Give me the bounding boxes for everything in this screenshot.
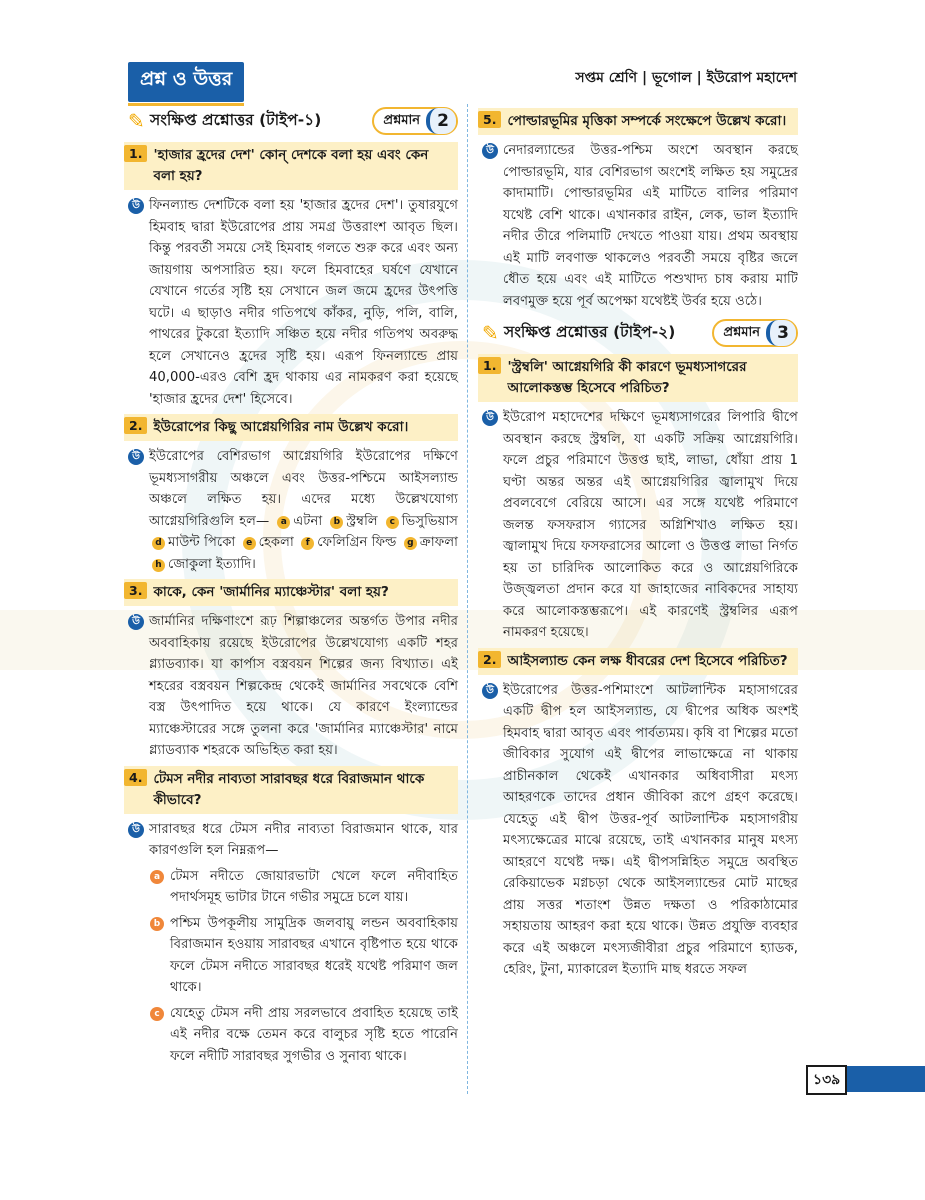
question-text: টেমস নদীর নাব্যতা সারাবছর ধরে বিরাজমান থাকে কীভাবে? (153, 770, 425, 808)
question (124, 142, 458, 190)
answer (128, 195, 458, 410)
question-number: 2. (124, 417, 147, 434)
volcano-name: জোকুলা ইত্যাদি। (168, 556, 256, 572)
volcano-name: এটনা (293, 513, 323, 529)
volcano-letter: c (386, 516, 399, 529)
question-text: পোল্ডারভূমির মৃত্তিকা সম্পর্কে সংক্ষেপে উল্লেখ করো। (507, 113, 787, 129)
answer-icon: উ (128, 198, 144, 214)
volcano-item (149, 535, 235, 550)
volcano-name: মাউন্ট পিকো (168, 535, 236, 550)
volcano-letter: h (152, 559, 165, 572)
volcano-letter: d (152, 537, 165, 550)
answer-intro: ইউরোপের বেশিরভাগ আগ্নেয়গিরি ইউরোপের দক্ষিণে ভূমধ্যসাগরীয় অঞ্চলে এবং উত্তর-পশ্চিমে আইসল্যান্ড অঞ্চলে লক্ষিত হয়। এদের মধ্যে উল্লেখযোগ্য আগ্নেয়গিরিগুলি হল— (149, 449, 458, 529)
volcano-letter: g (404, 537, 417, 550)
answer-text (149, 446, 458, 575)
question-number: 1. (478, 357, 501, 374)
question-text: ইউরোপের কিছু আগ্নেয়গিরির নাম উল্লেখ করো। (153, 419, 409, 435)
question-number: 5. (478, 111, 501, 128)
marks-label: প্রশ্নমান (723, 324, 760, 340)
page-number-bar (806, 1066, 925, 1092)
volcano-letter: f (301, 537, 314, 550)
section-heading-type1 (128, 104, 458, 138)
volcano-letter: b (330, 516, 343, 529)
volcano-item (383, 514, 458, 529)
section-title: সংক্ষিপ্ত প্রশ্নোত্তর (টাইপ-১) (150, 111, 322, 129)
question-text: কাকে, কেন 'জার্মানির ম্যাঞ্চেস্টার' বলা হয়? (153, 584, 389, 600)
volcano-letter: a (277, 516, 290, 529)
section-heading-type2 (482, 316, 798, 350)
right-column (482, 104, 798, 985)
answer-text: ইউরোপ মহাদেশের দক্ষিণে ভূমধ্যসাগরের লিপারি দ্বীপে অবস্থান করছে স্ট্রম্বলি, যা একটি সক্রিয় আগ্নেয়গিরি। ফলে প্রচুর পরিমাণে উত্তপ্ত ছাই, লাভা, ধোঁয়া প্রায় 1 ঘণ্টা অন্তর অন্তর এই আগ্নেয়গিরির জ্বালামুখ দিয়ে প্রবলবেগে বেরিয়ে আসে। এর সঙ্গে যথেষ্ট পরিমাণে জলন্ত ফসফরাস গ্যাসের অগ্নিশিখাও লক্ষিত হয়। জ্বালামুখ দিয়ে ফসফরাসের আলো ও উত্তপ্ত লাভা নির্গত হয় তা চারিদিক আলোকিত করে ও আগ্নেয়গিরিকে উজ্জ্বলতা প্রদান করে যা জাহাজের নাবিকদের সাহায্য করে আলোকস্তম্ভরূপে। এই কারণেই স্ট্রম্বলির এরূপ নামকরণ হয়েছে। (503, 410, 798, 640)
answer-text: জার্মানির দক্ষিণাংশে রূঢ় শিল্পাঞ্চলের অন্তর্গত উপার নদীর অববাহিকায় রয়েছে ইউরোপের উল্লেখযোগ্য একটি শহর গ্ল্যাডব্যাক। যা কার্পাস বস্ত্রবয়ন শিল্পের জন্য বিখ্যাত। এই শহরের বস্ত্রবয়ন শিল্পকেন্দ্র থেকেই জার্মানির সবথেকে বেশি বস্ত্র উৎপাদিত হয়ে থাকে। যে কারণে ইংল্যান্ডের ম্যাঞ্চেস্টারের সঙ্গে তুলনা করে 'জার্মানির ম্যাঞ্চেস্টার' নামে গ্ল্যাডব্যাক শহরকে অভিহিত করা হয়। (149, 614, 458, 758)
pen-icon: ✎ (482, 321, 499, 345)
answer (128, 819, 458, 862)
answer (128, 611, 458, 762)
question-number: 4. (124, 769, 147, 786)
answer-point (150, 866, 458, 909)
answer (482, 140, 798, 312)
volcano-name: হেকলা (258, 535, 294, 550)
question (478, 108, 798, 135)
answer-text: সারাবছর ধরে টেমস নদীর নাব্যতা বিরাজমান থাকে, যার কারণগুলি হল নিম্নরূপ— (149, 821, 458, 858)
pen-icon: ✎ (128, 109, 145, 133)
marks-value: 3 (766, 320, 796, 346)
left-column (128, 104, 458, 1071)
marks-badge (372, 107, 458, 135)
answer-icon: উ (128, 822, 144, 838)
point-text: টেমস নদীতে জোয়ারভাটা খেলে ফলে নদীবাহিত পদার্থসমূহ ভাটার টানে গভীর সমুদ্রে চলে যায়। (170, 868, 458, 905)
answer-icon: উ (482, 143, 498, 159)
volcano-item (327, 514, 377, 529)
answer-text: ইউরোপের উত্তর-পশিমাংশে আটলান্টিক মহাসাগরের একটি দ্বীপ হল আইসল্যান্ড, যে দ্বীপের অধিক অংশই হিমবাহ দ্বারা আবৃত এবং পার্বত্যময়। কৃষি বা শিল্পের মতো জীবিকার সুযোগ এই দ্বীপের লাভাক্ষেত্রে না থাকায় প্রাচীনকাল থেকেই এখানকার অধিবাসীরা মৎস্য আহরণকে তাদের প্রধান জীবিকা রূপে গ্রহণ করেছে। যেহেতু এই দ্বীপ উত্তর-পূর্ব আটলান্টিক মহাসাগরীয় মৎস্যক্ষেত্রের মাঝে রয়েছে, তাই এখানকার মানুষ মৎস্য আহরণে যথেষ্ট দক্ষ। এই দ্বীপসন্নিহিত সমুদ্রে অবস্থিত রেকিয়াভেক মগ্নচড়া থেকে আইসল্যান্ডের মোট মাছের প্রায় সত্তর শতাংশ উন্নত দক্ষতা ও পরিকাঠামোর সহায়তায় আহরণ করা হয়ে থাকে। উন্নত প্রযুক্তি ব্যবহার করে এই অঞ্চলে মৎস্যজীবীরা প্রচুর পরিমাণে হ্যাডক, হেরিং, টুনা, ম্যাকারেল ইত্যাদি মাছ ধরতে সফল (503, 682, 798, 977)
answer (482, 407, 798, 644)
column-divider (467, 104, 468, 1094)
answer-icon: উ (128, 449, 144, 465)
volcano-item (274, 514, 322, 529)
answer-text: ফিনল্যান্ড দেশটিকে বলা হয় 'হাজার হ্রদের দেশ'। তুষারযুগে হিমবাহ দ্বারা ইউরোপের প্রায় সমগ্র উত্তরাংশ আবৃত ছিল। কিন্তু পরবর্তী সময়ে সেই হিমবাহ গলতে শুরু করে এবং অন্য জায়গায় অপসারিত হয়। ফলে হিমবাহের ঘর্ষণে যেখানে যেখানে গর্তের সৃষ্টি হয় সেখানে জল জমে হ্রদের উৎপত্তি ঘটে। এ ছাড়াও নদীর গতিপথে কাঁকর, নুড়ি, পলি, বালি, পাথরের টুকরো ইত্যাদি সঞ্চিত হয়ে নদীর গতিপথ অবরুদ্ধ হলে সেখানেও হ্রদের সৃষ্টি হয়। এরূপ ফিনল্যান্ডে প্রায় 40,000-এরও বেশি হ্রদ থাকায় এর নামকরণ করা হয়েছে 'হাজার হ্রদের দেশ' হিসেবে। (149, 198, 458, 407)
volcano-name: ভিসুভিয়াস (401, 513, 458, 529)
question-number: 2. (478, 651, 501, 668)
marks-value: 2 (426, 108, 456, 134)
question (124, 414, 458, 441)
question (478, 648, 798, 675)
answer-icon: উ (482, 410, 498, 426)
question-text: আইসল্যান্ড কেন লক্ষ ধীবরের দেশ হিসেবে পরিচিত? (507, 652, 788, 669)
question (124, 579, 458, 606)
answer-icon: উ (482, 683, 498, 699)
volcano-name: ক্রাফলা (419, 535, 458, 550)
answer-text: নেদারল্যান্ডের উত্তর-পশ্চিম অংশে অবস্থান করছে পোল্ডারভূমি, যার বেশিরভাগ অংশেই লক্ষিত হয় সমুদ্রের কাদামাটি। পোল্ডারভূমির এই মাটিতে বালির পরিমাণ যথেষ্ট বেশি থাকে। এখানকার রাইন, লেক, ভাল ইত্যাদি নদীর তীরে পলিমাটি দেখতে পাওয়া যায়। প্রথম অবস্থায় এই মাটি লবণাক্ত থাকলেও পরবর্তী সময়ে বৃষ্টির জলে ধৌত হয়ে এবং এই মাটিতে পশুখাদ্য চাষ করায় মাটি লবণমুক্ত হয়ে পূর্ব অপেক্ষা যথেষ্টই উর্বর হয়ে ওঠে। (503, 143, 798, 309)
marks-label: প্রশ্নমান (383, 112, 420, 128)
volcano-item (298, 535, 396, 550)
volcano-item (401, 535, 458, 550)
question-number: 1. (124, 145, 147, 162)
section-tag: প্রশ্ন ও উত্তর (128, 62, 244, 102)
point-letter: b (150, 917, 164, 931)
volcano-name: ফেলিগ্রিন ফিল্ড (317, 535, 397, 550)
answer-icon: উ (128, 614, 144, 630)
question-text: 'স্ট্রম্বলি' আগ্নেয়গিরি কী কারণে ভূমধ্যসাগরের আলোকস্তম্ভ হিসেবে পরিচিত? (507, 359, 747, 396)
section-title: সংক্ষিপ্ত প্রশ্নোত্তর (টাইপ-২) (504, 323, 676, 341)
volcano-letter: e (243, 537, 256, 550)
marks-badge (712, 319, 798, 347)
breadcrumb: সপ্তম শ্রেণি | ভূগোল | ইউরোপ মহাদেশ (575, 70, 797, 86)
question (478, 354, 798, 402)
answer-point (150, 913, 458, 999)
volcano-name: স্ট্রম্বলি (346, 513, 378, 529)
question-number: 3. (124, 582, 147, 599)
question (124, 766, 458, 814)
answer-point (150, 1003, 458, 1068)
answer (482, 680, 798, 981)
question-text: 'হাজার হ্রদের দেশ' কোন্ দেশকে বলা হয় এবং কেন বলা হয়? (153, 147, 429, 184)
page-number: ১৩৯ (806, 1065, 847, 1095)
point-text: পশ্চিম উপকূলীয় সামুদ্রিক জলবায়ু লন্ডন অববাহিকায় বিরাজমান হওয়ায় সারাবছর এখানে বৃষ্টিপাত হয়ে থাকে ফলে টেমস নদীতে সারাবছর ধরেই যথেষ্ট পরিমাণ জল থাকে। (170, 915, 458, 995)
volcano-item (149, 557, 256, 572)
volcano-item (240, 535, 294, 550)
point-letter: a (150, 870, 164, 884)
answer (128, 446, 458, 575)
point-text: যেহেতু টেমস নদী প্রায় সরলভাবে প্রবাহিত হয়েছে তাই এই নদীর বক্ষে তেমন করে বালুচর সৃষ্টি হতে পারেনি ফলে নদীটি সারাবছর সুগভীর ও সুনাব্য থাকে। (170, 1005, 458, 1064)
point-letter: c (150, 1007, 164, 1021)
